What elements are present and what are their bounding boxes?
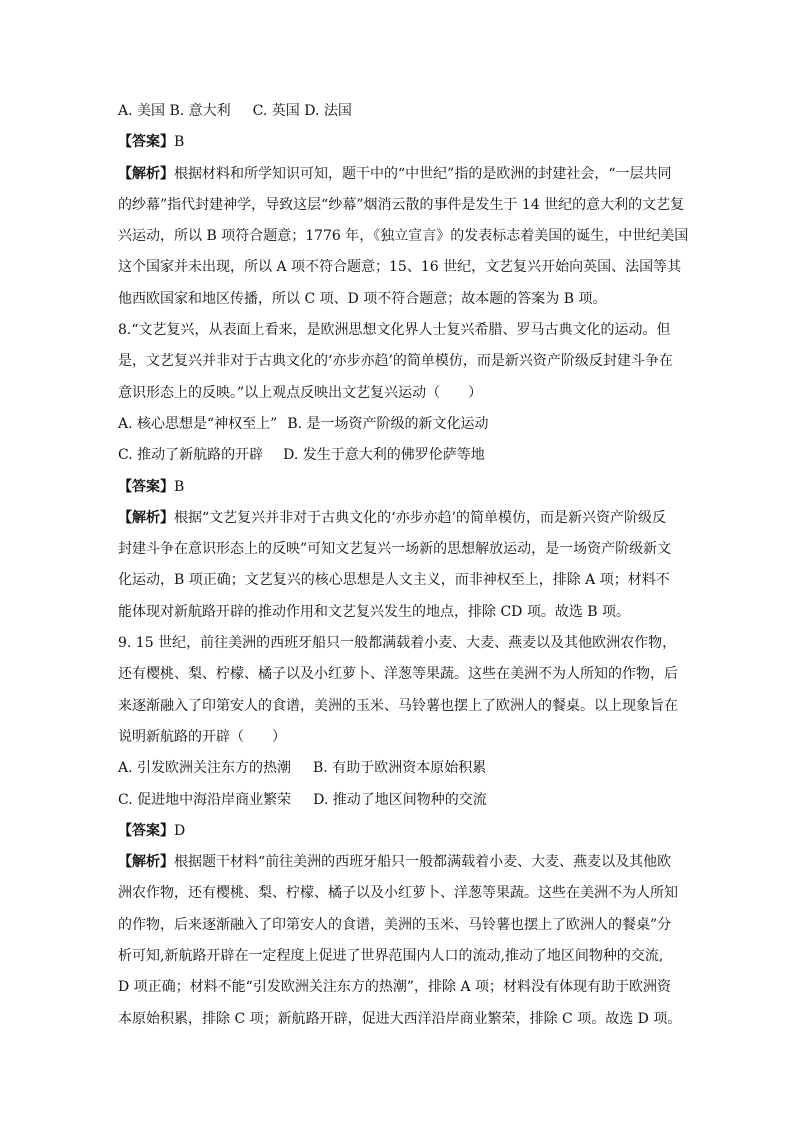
q8-analysis-line — [118, 503, 684, 534]
q7-answer — [118, 127, 684, 158]
answer-tag: 【答案】 — [118, 478, 174, 495]
q7-option-cd: C. 英国 D. 法国 — [252, 103, 352, 119]
q9-answer — [118, 816, 684, 847]
q7-options — [118, 96, 684, 127]
q9-analysis-line: 的作物，后来逐渐融入了印第安人的食谱，美洲的玉米、马铃薯也摆上了欧洲人的餐桌”分 — [118, 916, 672, 933]
q9-analysis-line: 析可知,新航路开辟在一定程度上促进了世界范围内人口的流动,推动了地区间物种的交流, — [118, 948, 664, 965]
q7-analysis-line: 兴运动，所以 B 项符合题意；1776 年，《独立宣言》的发表标志着美国的诞生，中世纪美国 — [118, 228, 689, 245]
q9-options-row — [118, 753, 684, 784]
q9-analysis-line — [118, 847, 684, 878]
q8-option-c: C. 推动了新航路的开辟 — [118, 447, 264, 464]
q8-option-a: A. 核心思想是“神权至上” — [118, 415, 278, 432]
answer-tag: 【答案】 — [118, 822, 174, 839]
answer-value: B — [174, 478, 185, 495]
q9-stem-line: 说明新航路的开辟（ ） — [118, 728, 286, 745]
q8-option-b: B. 是一场资产阶级的新文化运动 — [287, 415, 489, 432]
q9-option-d: D. 推动了地区间物种的交流 — [313, 791, 487, 808]
q9-stem-line: 还有樱桃、梨、柠檬、橘子以及小红萝卜、洋葱等果蔬。这些在美洲不为人所知的作物，后 — [118, 666, 678, 683]
q8-stem-line: 是，文艺复兴并非对于古典文化的‘亦步亦趋’的简单模仿，而是新兴资产阶级反封建斗争在 — [118, 353, 673, 370]
q7-option-ab: A. 美国 B. 意大利 — [118, 103, 231, 119]
q8-options-row — [118, 409, 684, 440]
q9-analysis-line: 洲农作物，还有樱桃、梨、柠檬、橘子以及小红萝卜、洋葱等果蔬。这些在美洲不为人所知 — [118, 885, 678, 902]
analysis-tag: 【解析】 — [118, 854, 174, 871]
q8-analysis-line: 化运动，B 项正确；文艺复兴的核心思想是人文主义，而非神权至上，排除 A 项；材料不 — [118, 572, 670, 589]
q7-analysis-line: 的纱幕”指代封建神学，导致这层“纱幕”烟消云散的事件是发生于 14 世纪的意大利的文艺复 — [118, 196, 685, 213]
analysis-text: 根据题干材料“前往美洲的西班牙船只一般都满载着小麦、大麦、燕麦以及其他欧 — [174, 854, 672, 871]
q9-option-a: A. 引发欧洲关注东方的热潮 — [118, 760, 292, 777]
analysis-tag: 【解析】 — [118, 165, 174, 182]
q8-analysis-line: 封建斗争在意识形态上的反映”可知文艺复兴一场新的思想解放运动，是一场资产阶级新文 — [118, 541, 672, 558]
q9-stem-line: 9. 15 世纪，前往美洲的西班牙船只一般都满载着小麦、大麦、燕麦以及其他欧洲农作物， — [118, 635, 677, 652]
q7-analysis-line — [118, 159, 684, 190]
q8-option-d: D. 发生于意大利的佛罗伦萨等地 — [283, 447, 485, 464]
analysis-tag: 【解析】 — [118, 509, 174, 526]
analysis-text: 根据“文艺复兴并非对于古典文化的‘亦步亦趋’的简单模仿，而是新兴资产阶级反 — [174, 509, 667, 526]
q8-answer — [118, 472, 684, 503]
q8-stem-line: 8.“文艺复兴，从表面上看来，是欧洲思想文化界人士复兴希腊、罗马古典文化的运动。但 — [118, 322, 671, 339]
q9-analysis-line: D 项正确；材料不能“引发欧洲关注东方的热潮”，排除 A 项；材料没有体现有助于欧洲资 — [118, 979, 671, 996]
q8-analysis-line: 能体现对新航路开辟的推动作用和文艺复兴发生的地点，排除 CD 项。故选 B 项。 — [118, 603, 631, 620]
answer-value: B — [174, 134, 185, 151]
q8-options-row — [118, 440, 684, 471]
q9-analysis-line: 本原始积累，排除 C 项；新航路开辟，促进大西洋沿岸商业繁荣，排除 C 项。故选 D 项。 — [118, 1010, 682, 1027]
q8-stem-line: 意识形态上的反映。”以上观点反映出文艺复兴运动（ ） — [118, 384, 483, 401]
q7-analysis-line: 这个国家并未出现，所以 A 项不符合题意；15、16 世纪，文艺复兴开始向英国、法国等其 — [118, 259, 682, 276]
q9-option-b: B. 有助于欧洲资本原始积累 — [313, 760, 487, 777]
exam-page — [118, 96, 689, 1035]
q9-options-row — [118, 785, 684, 816]
answer-tag: 【答案】 — [118, 134, 174, 151]
analysis-text: 根据材料和所学知识可知，题干中的“中世纪”指的是欧洲的封建社会，“一层共同 — [174, 165, 672, 182]
q9-option-c: C. 促进地中海沿岸商业繁荣 — [118, 791, 292, 808]
q7-analysis-line: 他西欧国家和地区传播，所以 C 项、D 项不符合题意；故本题的答案为 B 项。 — [118, 290, 607, 307]
q9-stem-line: 来逐渐融入了印第安人的食谱，美洲的玉米、马铃薯也摆上了欧洲人的餐桌。以上现象旨在 — [118, 697, 678, 714]
answer-value: D — [174, 822, 186, 839]
